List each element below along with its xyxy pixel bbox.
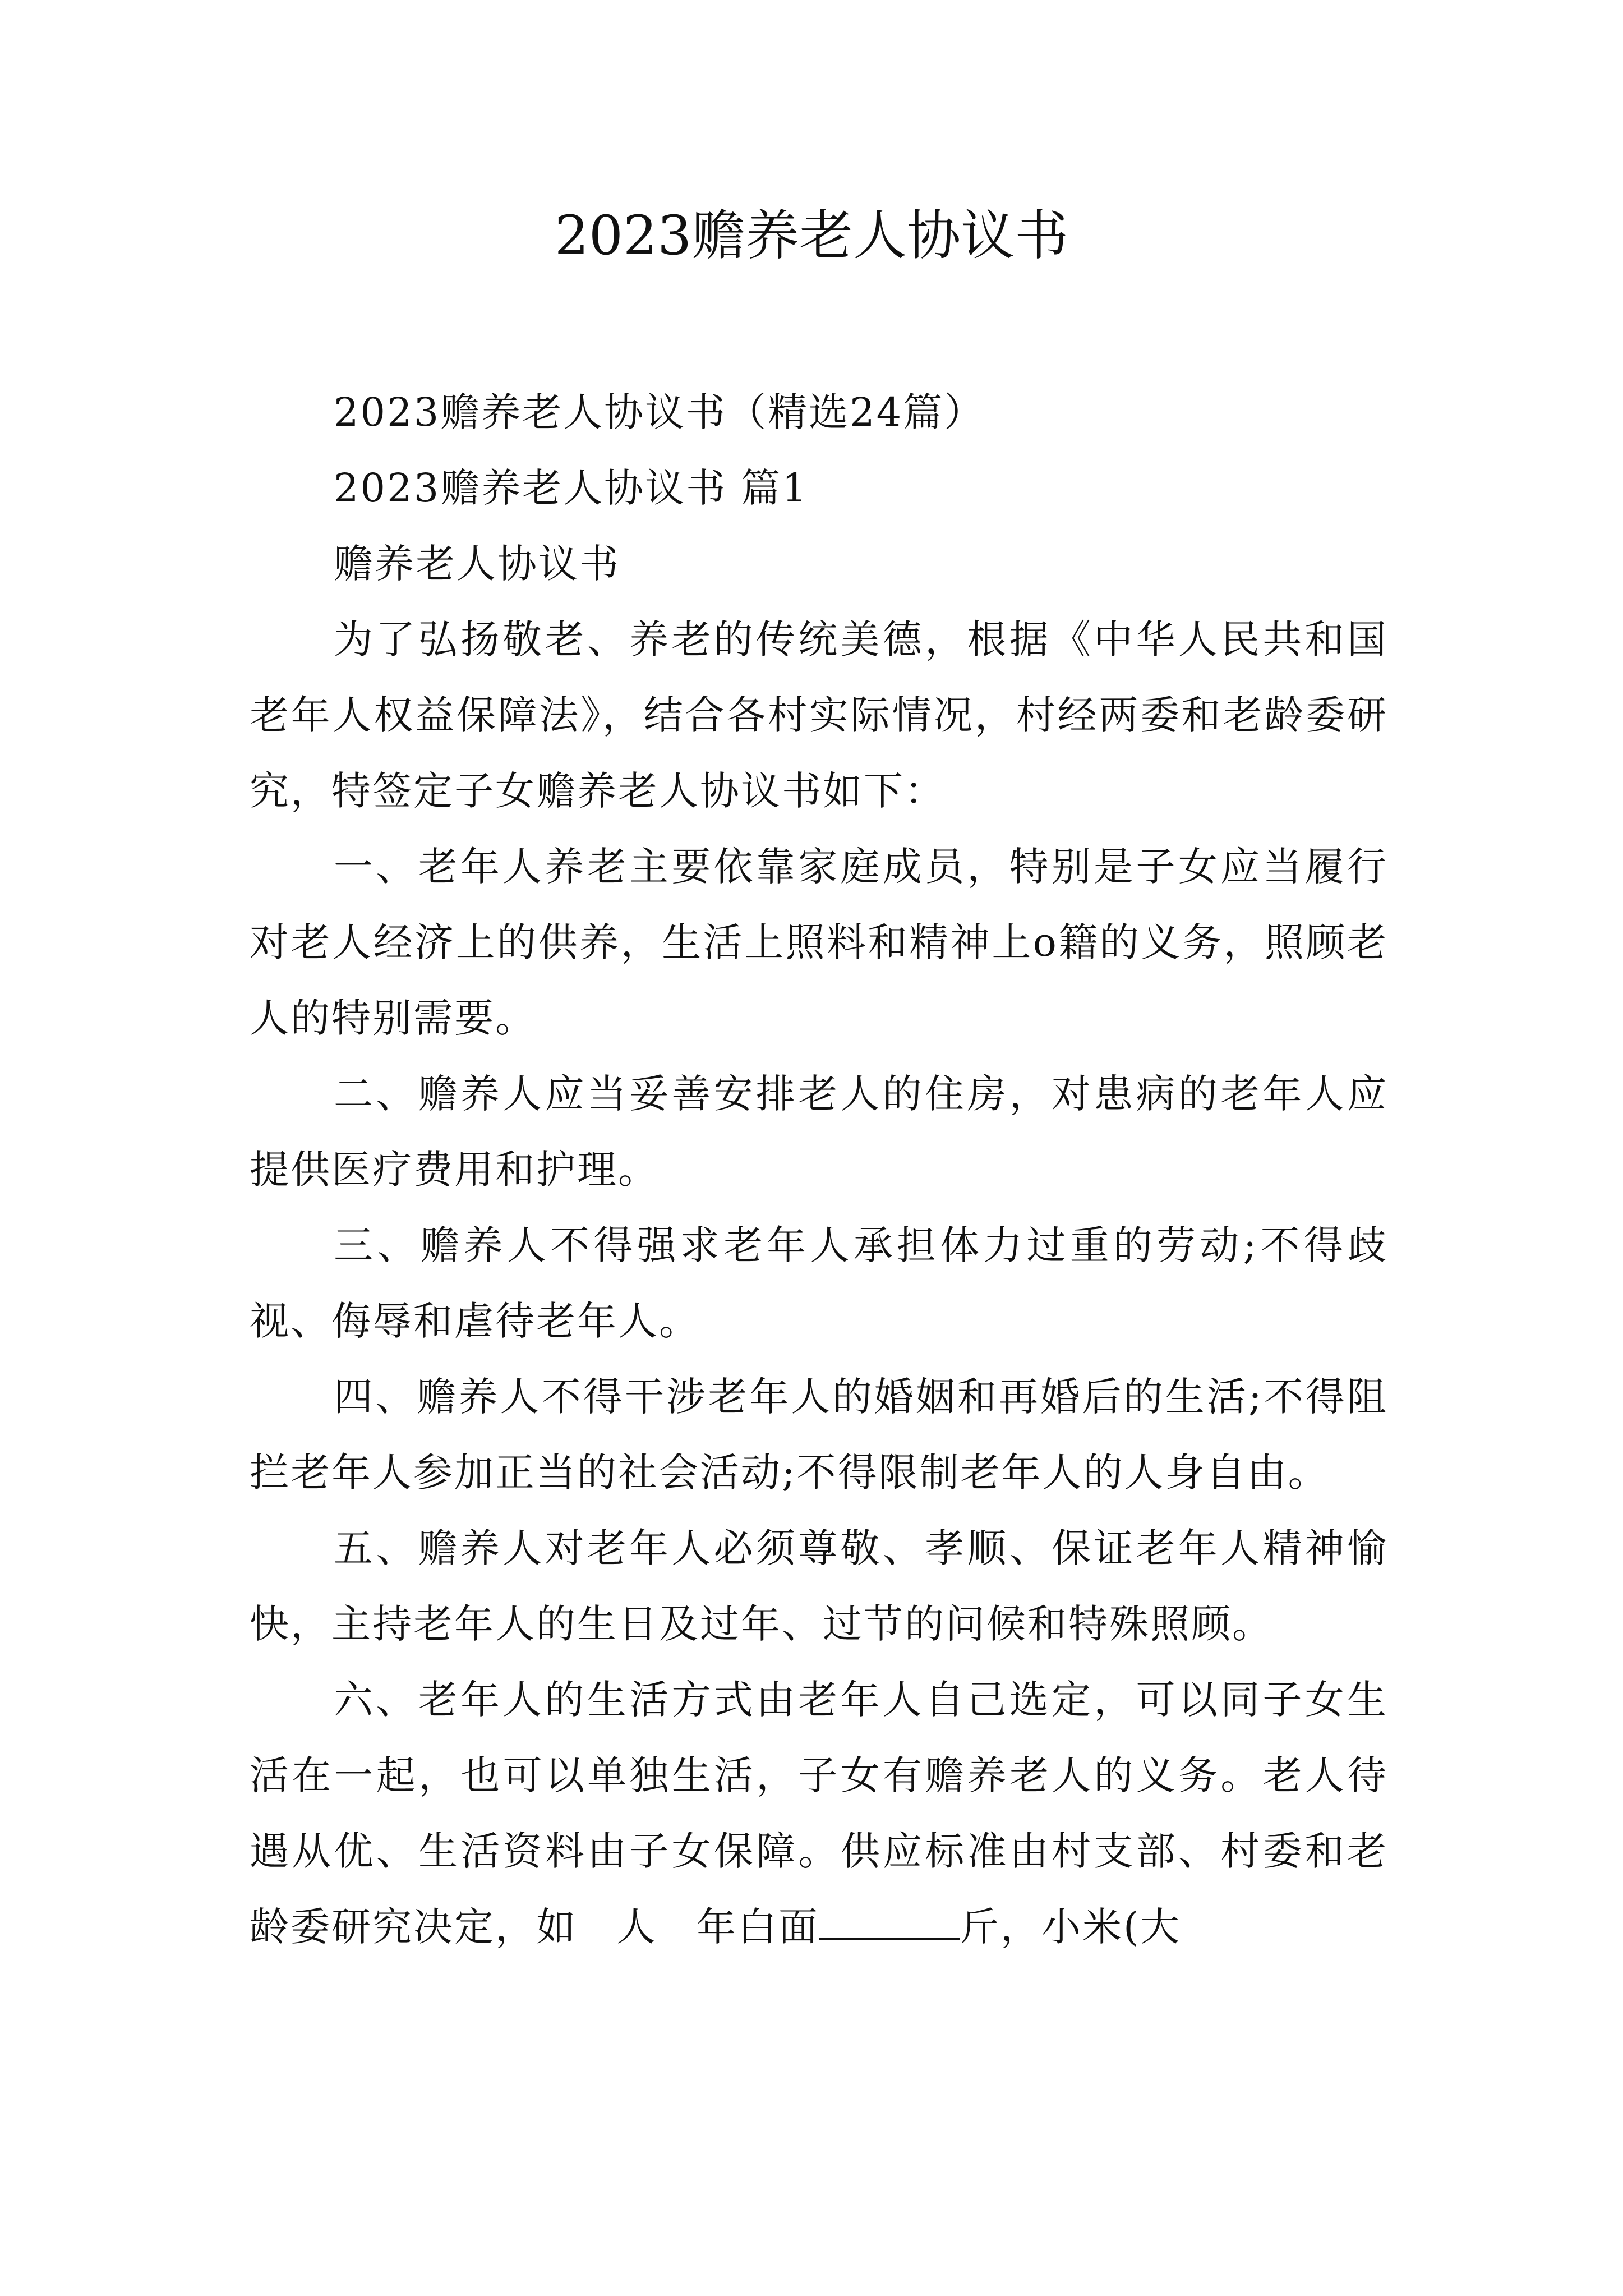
clause-4: 四、赡养人不得干涉老年人的婚姻和再婚后的生活;不得阻拦老年人参加正当的社会活动;不得限制老年人的人身自由。 xyxy=(250,1374,1388,1496)
clause-6-person: 人 xyxy=(616,1904,657,1950)
intro-paragraph: 为了弘扬敬老、养老的传统美德，根据《中华人民共和国老年人权益保障法》，结合各村实际情况，村经两委和老龄委研究，特签定子女赡养老人协议书如下： xyxy=(250,616,1388,814)
clause-6 xyxy=(250,1662,1388,1965)
clause-2: 二、赡养人应当妥善安排老人的住房，对患病的老年人应提供医疗费用和护理。 xyxy=(250,1071,1388,1193)
clause-5: 五、赡养人对老年人必须尊敬、孝顺、保证老年人精神愉快，主持老年人的生日及过年、过节的问候和特殊照顾。 xyxy=(250,1525,1388,1647)
clause-6-text: 六、老年人的生活方式由老年人自己选定，可以同子女生活在一起，也可以单独生活，子女有赡养老人的义务。老人待遇从优、生活资料由子女保障。供应标准由村支部、村委和老龄委研究决定，如 xyxy=(250,1677,1388,1950)
fill-in-blank xyxy=(819,1899,960,1940)
section-heading: 2023赡养老人协议书 篇1 xyxy=(334,465,809,511)
agreement-title: 赡养老人协议书 xyxy=(334,541,620,587)
clause-3: 三、赡养人不得强求老年人承担体力过重的劳动;不得歧视、侮辱和虐待老年人。 xyxy=(250,1222,1388,1344)
clause-1: 一、老年人养老主要依靠家庭成员，特别是子女应当履行对老人经济上的供养，生活上照料和精神上o籍的义务，照顾老人的特别需要。 xyxy=(250,844,1388,1041)
document-title: 2023赡养老人协议书 xyxy=(554,204,1069,267)
subtitle-line: 2023赡养老人协议书（精选24篇） xyxy=(334,389,985,435)
document-body xyxy=(250,375,1388,1965)
clause-6-year: 年白面 xyxy=(697,1904,819,1950)
clause-6-jin: 斤，小米(大 xyxy=(960,1904,1182,1950)
